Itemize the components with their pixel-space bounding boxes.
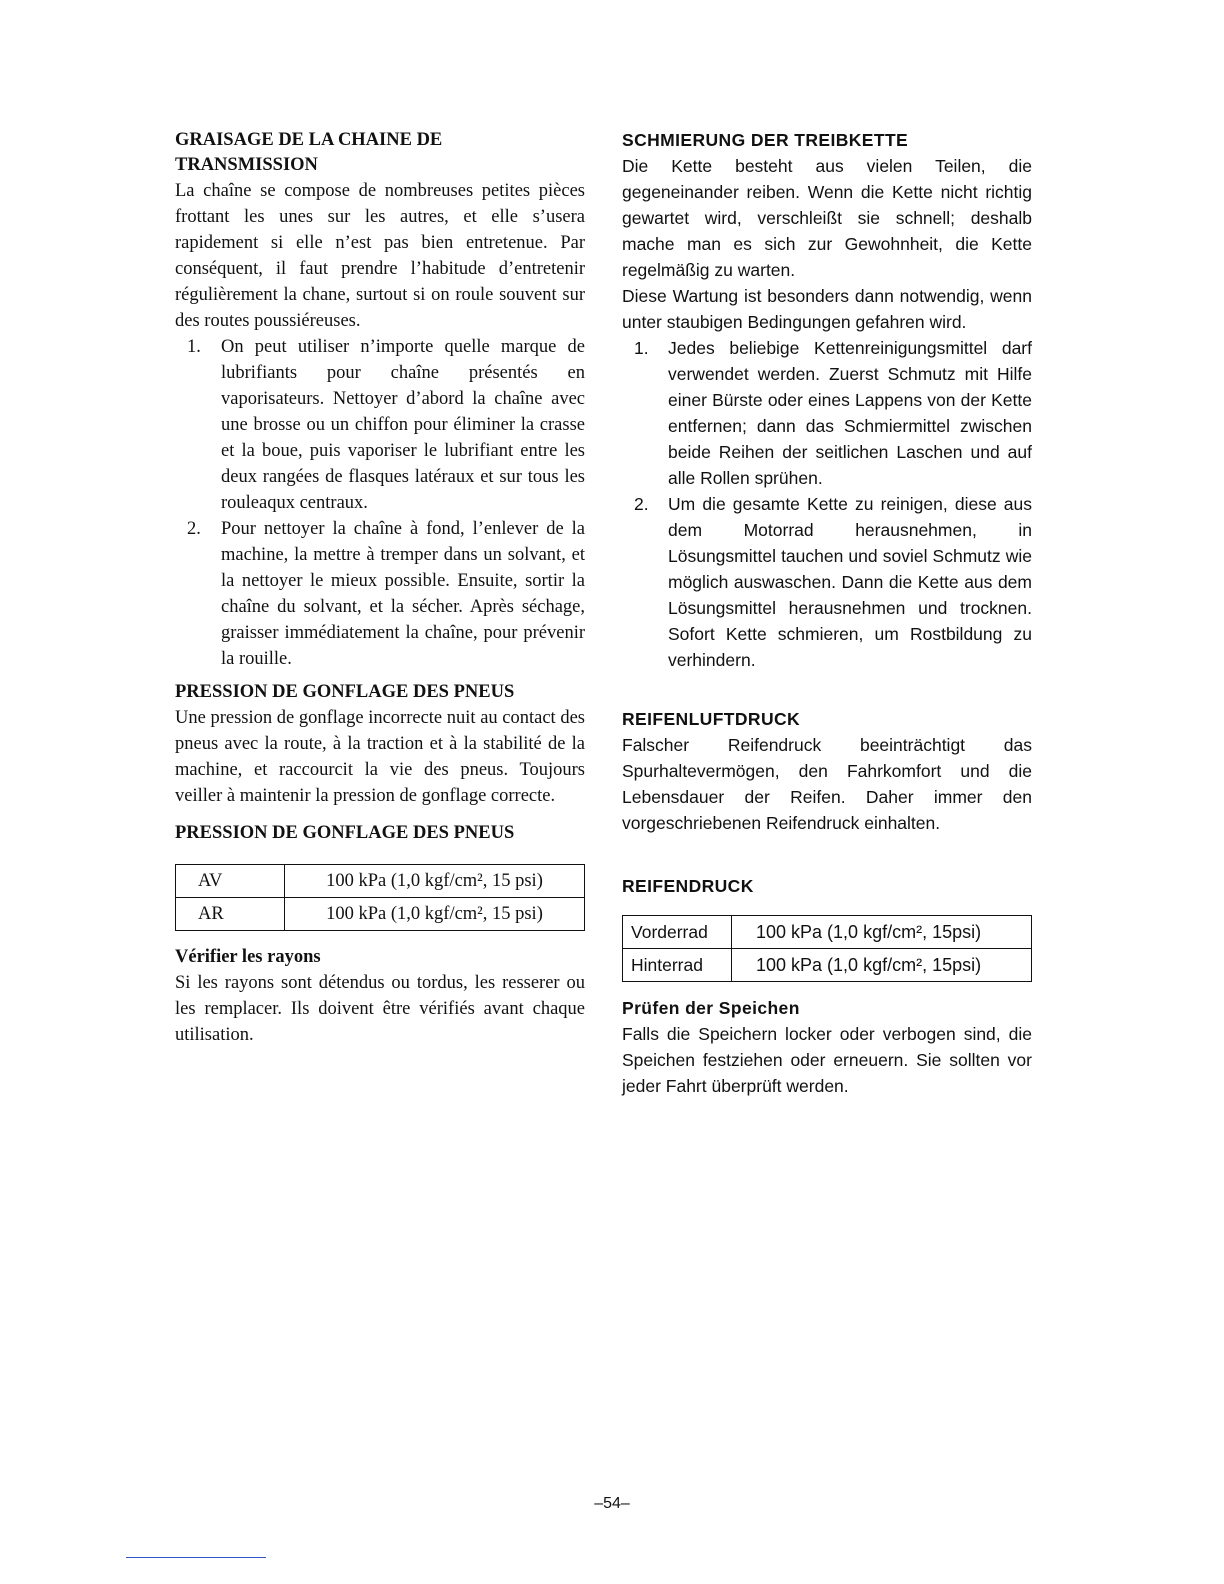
chain-intro: Die Kette besteht aus vielen Teilen, die gegeneinander reiben. Wenn die Kette nicht richtig gewartet wird, verschleißt sie schnell; deshalb mache man es sich zur Gewohnheit, die Kette regelmäßig zu warten.: [622, 156, 1032, 280]
list-item: 1. Jedes beliebige Kettenreinigungsmittel darf verwendet werden. Zuerst Schmutz mit Hilfe einer Bürste oder eines Lappens von der Kette entfernen; dann das Schmiermittel zwischen beide Reihen der seitlichen Laschen und auf alle Rollen sprühen.: [634, 338, 1032, 488]
table-cell: AR: [176, 898, 285, 931]
french-column: [175, 128, 585, 1048]
table-cell: AV: [176, 865, 285, 898]
table-row: [623, 949, 1032, 982]
tire-pressure-text: Une pression de gonflage incorrecte nuit au contact des pneus avec la route, à la traction et à la stabilité de la machine, et raccourcit la vie des pneus. Toujours veiller à maintenir la pression de gonflage correcte.: [175, 708, 585, 806]
page-number: –54–: [594, 1495, 630, 1512]
chain-steps: [622, 335, 1032, 673]
tire-table-title: PRESSION DE GONFLAGE DES PNEUS: [175, 823, 515, 843]
chain-lubrication-title: GRAISAGE DE LA CHAINE DE TRANSMISSION: [175, 130, 443, 175]
list-item: 1. On peut utiliser n’importe quelle marque de lubrifiants pour chaîne présentés en vaporisateurs. Nettoyer d’abord la chaîne avec une brosse ou un chiffon pour éliminer la crasse et la boue, puis vaporiser le lubrifiant entre les deux rangées de flasques latéraux et sur tous les rouleaqux centraux.: [187, 337, 585, 513]
chain-lubrication-title: SCHMIERUNG DER TREIBKETTE: [622, 130, 909, 150]
table-cell: 100 kPa (1,0 kgf/cm², 15psi): [732, 949, 1032, 982]
table-row: [176, 865, 585, 898]
table-cell: 100 kPa (1,0 kgf/cm², 15 psi): [285, 898, 585, 931]
tire-table-title: REIFENDRUCK: [622, 876, 754, 896]
spokes-title: Vérifier les rayons: [175, 947, 321, 967]
tire-pressure-text: Falscher Reifendruck beeinträchtigt das Spurhaltevermögen, den Fahrkomfort und die Lebensdauer der Reifen. Daher immer den vorgeschriebenen Reifendruck einhalten.: [622, 735, 1032, 833]
tire-pressure-table: [175, 864, 585, 931]
chain-steps: [175, 334, 585, 672]
chain-intro: La chaîne se compose de nombreuses petites pièces frottant les unes sur les autres, et elle s’usera rapidement si elle n’est pas bien entretenue. Par conséquent, il faut prendre l’habitude d’entretenir régulièrement la chane, surtout si on roule souvent sur des routes poussiéreuses.: [175, 181, 585, 331]
tire-pressure-title: REIFENLUFTDRUCK: [622, 709, 801, 729]
tire-pressure-title: PRESSION DE GONFLAGE DES PNEUS: [175, 682, 515, 702]
table-cell: Hinterrad: [623, 949, 732, 982]
table-row: [623, 916, 1032, 949]
spokes-title: Prüfen der Speichen: [622, 998, 800, 1018]
list-item: 2. Pour nettoyer la chaîne à fond, l’enlever de la machine, la mettre à tremper dans un solvant, et la nettoyer le mieux possible. Ensuite, sortir la chaîne du solvant, et la sécher. Après séchage, graisser immédiatement la chaîne, pour prévenir la rouille.: [187, 519, 585, 669]
table-cell: 100 kPa (1,0 kgf/cm², 15 psi): [285, 865, 585, 898]
footer-divider: [126, 1557, 266, 1558]
list-item: 2. Um die gesamte Kette zu reinigen, diese aus dem Motorrad herausnehmen, in Lösungsmittel tauchen und soviel Schmutz wie möglich auswaschen. Dann die Kette aus dem Lösungsmittel herausnehmen und trocknen. Sofort Kette schmieren, um Rostbildung zu verhindern.: [634, 494, 1032, 670]
tire-pressure-table: [622, 915, 1032, 982]
table-row: [176, 898, 585, 931]
table-cell: 100 kPa (1,0 kgf/cm², 15psi): [732, 916, 1032, 949]
spokes-text: Falls die Speichern locker oder verbogen sind, die Speichen festziehen oder erneuern. Sie sollten vor jeder Fahrt überprüft werden.: [622, 1024, 1032, 1096]
chain-intro-2: Diese Wartung ist besonders dann notwendig, wenn unter staubigen Bedingungen gefahren wird.: [622, 286, 1032, 332]
german-column: [622, 128, 1032, 1099]
table-cell: Vorderrad: [623, 916, 732, 949]
spokes-text: Si les rayons sont détendus ou tordus, les resserer ou les remplacer. Ils doivent être vérifiés avant chaque utilisation.: [175, 973, 585, 1045]
